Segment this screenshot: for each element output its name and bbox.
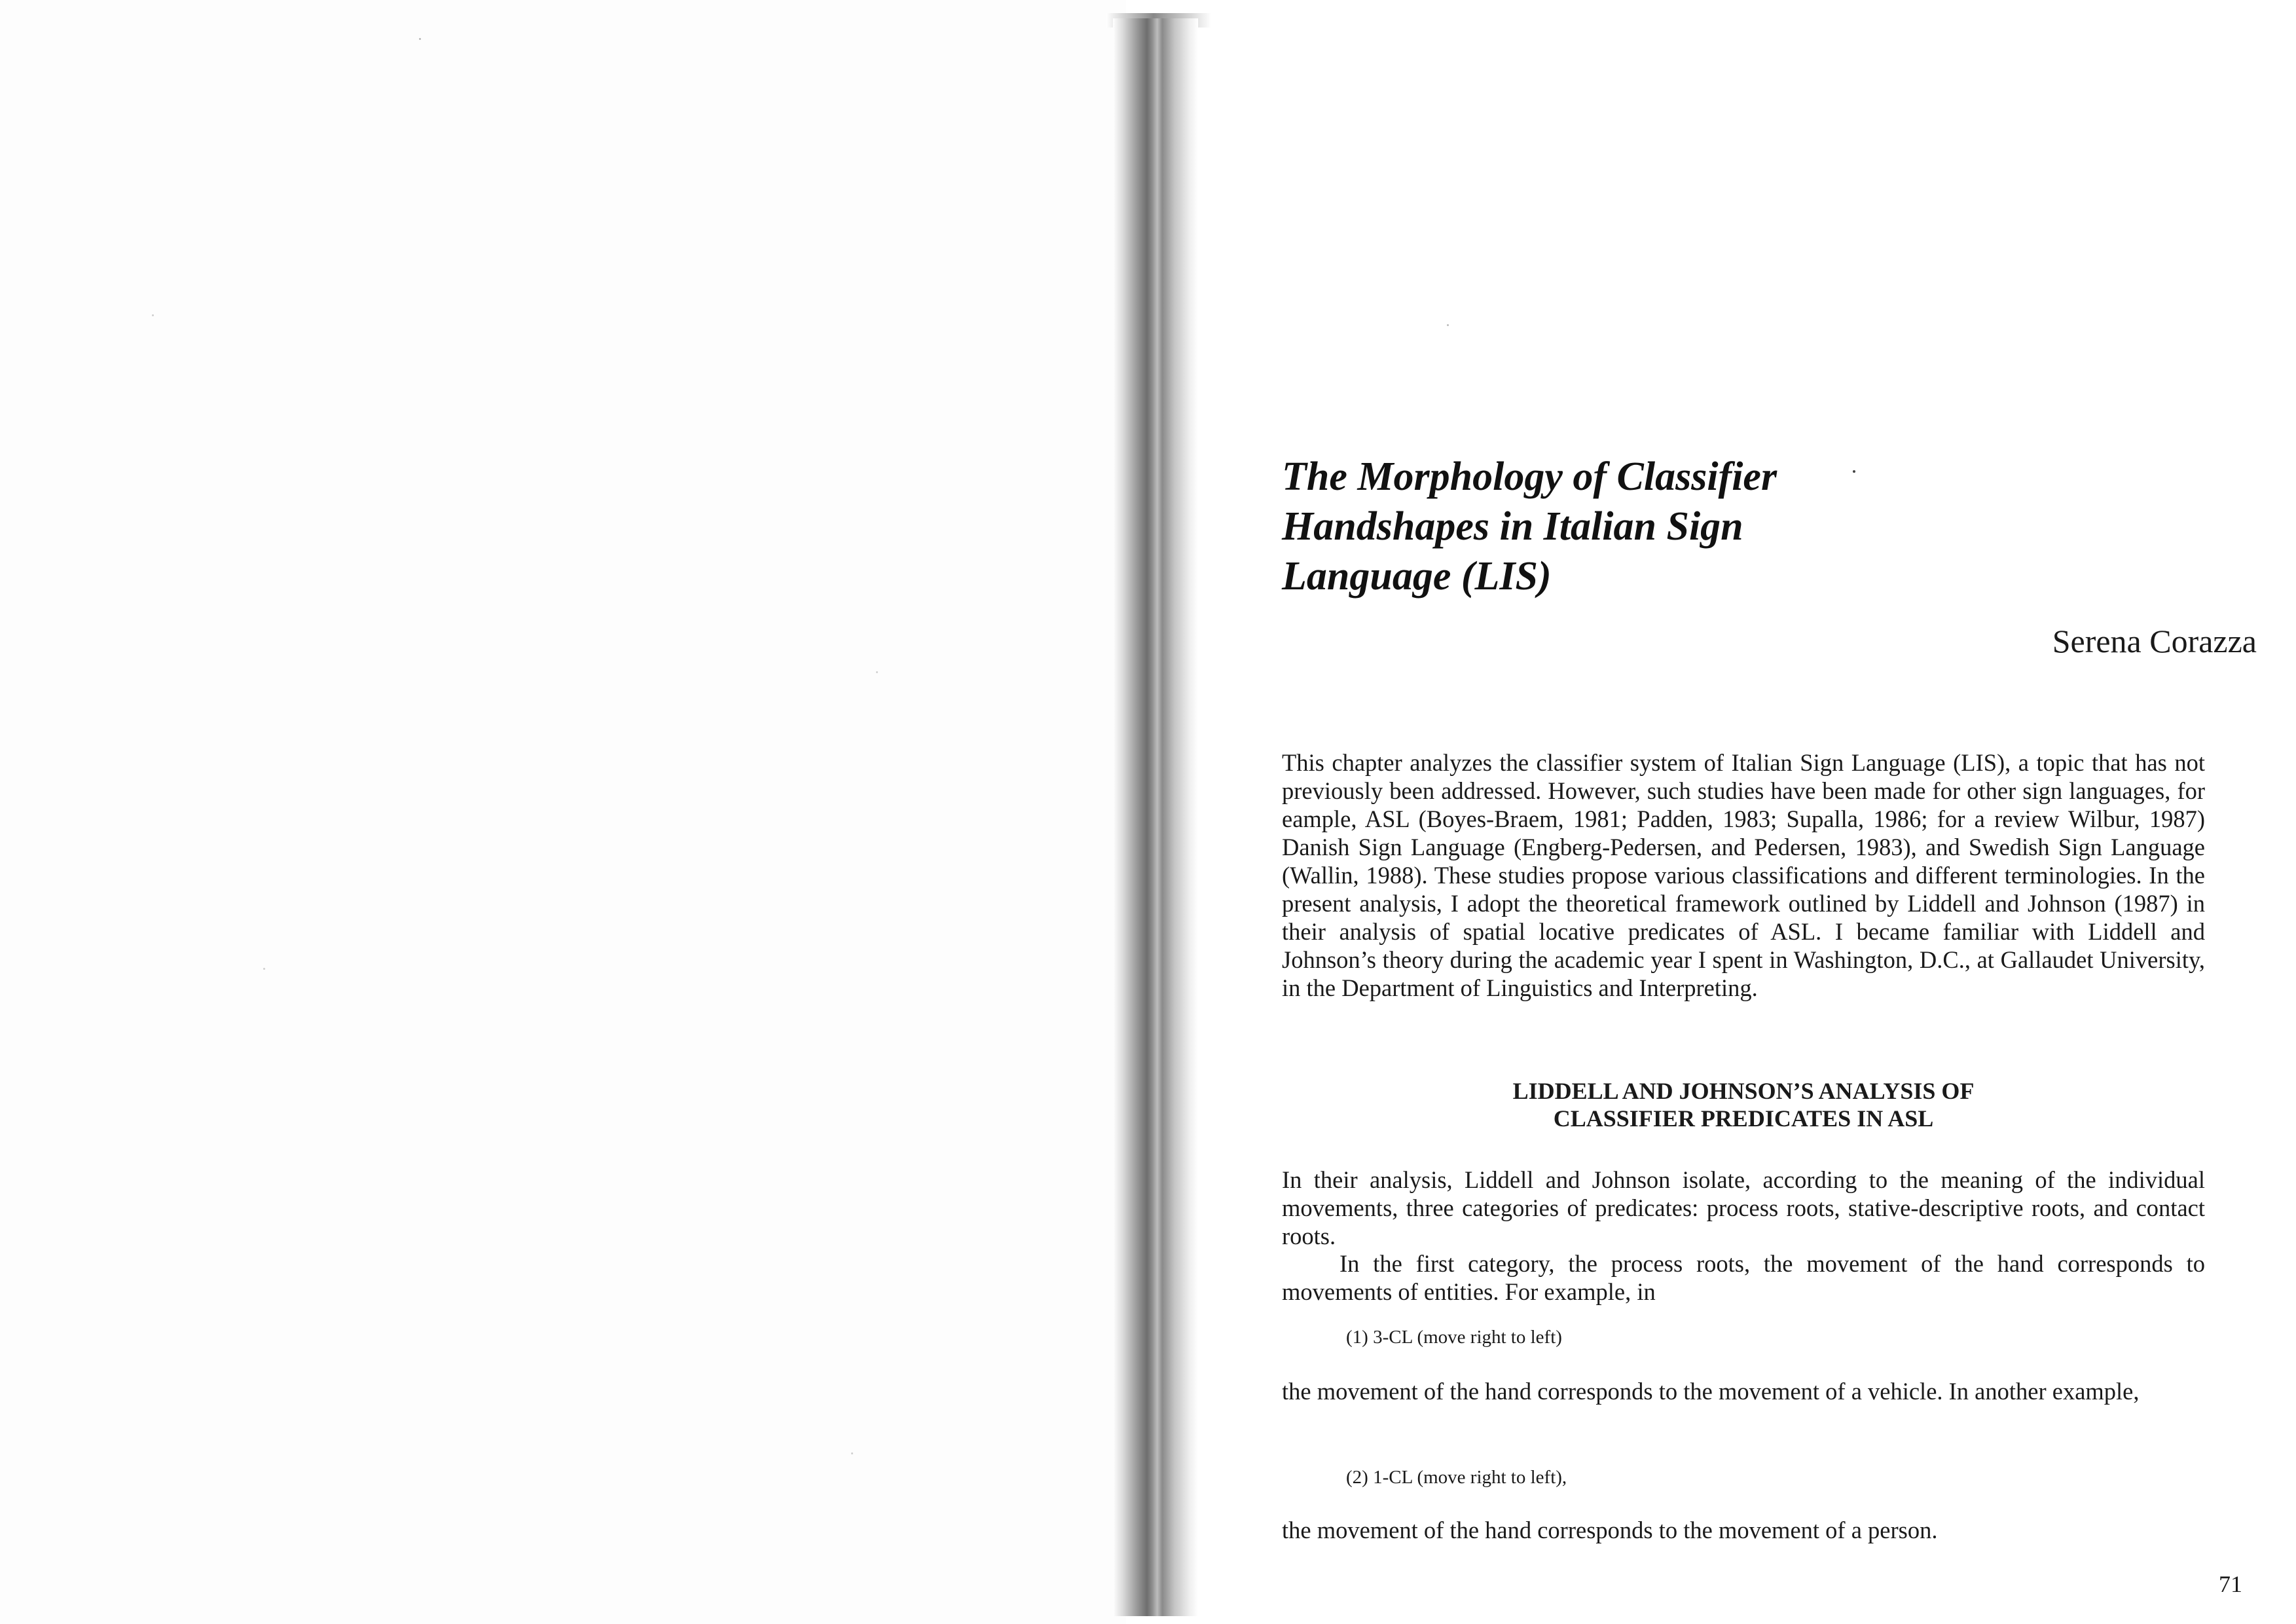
- section-heading-line: LIDDELL AND JOHNSON’S ANALYSIS OF: [1512, 1078, 1975, 1104]
- paper-speck: [419, 38, 421, 40]
- abstract-paragraph: This chapter analyzes the classifier system of Italian Sign Language (LIS), a topic that has not previously been addressed. However, such studies have been made for other sign languages, for eample, ASL (Boyes-Braem, 1981; Padden, 1983; Supalla, 1986; for a review Wilbur, 1987) Danish Sign Language (Engberg-Pedersen, and Pedersen, 1983), and Swedish Sign Language (Wallin, 1988). These studies propose various classifications and different terminologies. In the present analysis, I adopt the theoretical framework outlined by Liddell and Johnson (1987) in their analysis of spatial locative predicates of ASL. I became familiar with Liddell and Johnson’s theory during the academic year I spent in Washington, D.C., at Gallaudet University, in the Department of Linguistics and Interpreting.: [1282, 749, 2205, 1001]
- paper-speck: [152, 314, 154, 316]
- chapter-title-line: Handshapes in Italian Sign: [1282, 504, 1743, 549]
- body-paragraph: In the first category, the process roots, the movement of the hand corresponds to movements of entities. For example, in: [1282, 1250, 2205, 1305]
- paper-speck: [851, 1452, 853, 1454]
- paper-speck: [876, 671, 878, 673]
- chapter-title-line: The Morphology of Classifier: [1282, 454, 1777, 499]
- numbered-example: (2) 1-CL (move right to left),: [1346, 1467, 1567, 1488]
- numbered-example: (1) 3-CL (move right to left): [1346, 1327, 1562, 1348]
- paper-speck: [263, 968, 265, 970]
- blank-left-page: [0, 0, 1126, 1624]
- right-page: [1198, 0, 2296, 1624]
- section-heading-line: CLASSIFIER PREDICATES IN ASL: [1553, 1105, 1934, 1132]
- section-heading: [1282, 1077, 2205, 1132]
- paper-speck: [1447, 324, 1449, 326]
- author-name: Serena Corazza: [2052, 623, 2257, 659]
- body-paragraph: In their analysis, Liddell and Johnson isolate, according to the meaning of the individual movements, three categories of predicates: process roots, stative-descriptive roots, and contact roots.: [1282, 1166, 2205, 1249]
- page-number: 71: [2219, 1571, 2242, 1597]
- body-paragraph: the movement of the hand corresponds to the movement of a person.: [1282, 1517, 1938, 1543]
- body-paragraph: the movement of the hand corresponds to the movement of a vehicle. In another example,: [1282, 1378, 2140, 1405]
- book-binding-gutter: [1113, 18, 1198, 1616]
- chapter-title-line: Language (LIS): [1282, 554, 1552, 599]
- chapter-title: [1282, 452, 1871, 601]
